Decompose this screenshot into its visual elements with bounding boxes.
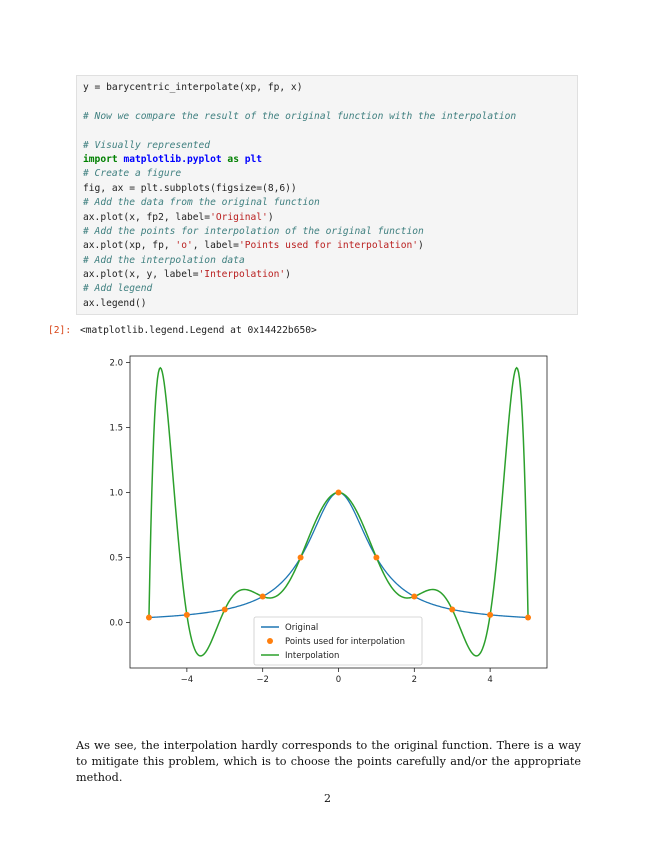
- y-tick-label: 0.5: [109, 553, 123, 564]
- interpolation-point: [260, 594, 266, 600]
- code-token: , label=: [192, 240, 239, 252]
- code-token: fig, ax = plt.subplots(figsize=(8,6)): [83, 182, 297, 194]
- code-line: [83, 254, 577, 268]
- interpolation-point: [146, 615, 152, 621]
- code-token: y = barycentric_interpolate(xp, fp, x): [83, 82, 303, 93]
- x-tick-label: −4: [180, 675, 194, 685]
- output-prompt: [2]:: [48, 325, 72, 336]
- y-tick-label: 1.0: [109, 488, 123, 499]
- code-line: [83, 268, 577, 282]
- original-line: [149, 493, 528, 618]
- legend-points-swatch: [267, 638, 273, 644]
- code-token: ax.plot(x, fp2, label=: [83, 211, 211, 223]
- code-line: [83, 211, 577, 225]
- interpolation-point: [184, 612, 190, 618]
- code-token: # Add the points for interpolation of the original function: [83, 225, 424, 237]
- code-line: [83, 124, 577, 138]
- interpolation-point: [298, 555, 304, 561]
- x-tick-label: −2: [256, 675, 269, 685]
- output-text: <matplotlib.legend.Legend at 0x14422b650>: [80, 325, 317, 336]
- code-token: # Now we compare the result of the original function with the interpolation: [83, 110, 517, 122]
- code-token: 'Interpolation': [198, 269, 286, 281]
- code-cell[interactable]: [76, 75, 578, 315]
- code-line: [83, 153, 577, 167]
- interpolation-point: [449, 607, 455, 613]
- page-number: 2: [324, 792, 331, 805]
- code-token: # Visually represented: [83, 139, 211, 151]
- code-token: matplotlib.pyplot: [123, 153, 222, 165]
- interpolation-point: [222, 607, 228, 613]
- interpolation-point: [373, 555, 379, 561]
- x-tick-label: 4: [487, 675, 493, 685]
- code-token: 'Original': [210, 211, 268, 223]
- code-line: [83, 239, 577, 253]
- code-token: ax.plot(x, y, label=: [83, 269, 199, 281]
- code-line: [83, 225, 577, 239]
- code-token: 'Points used for interpolation': [238, 240, 419, 252]
- body-paragraph: As we see, the interpolation hardly corresponds to the original function. There is a way to mitigate this problem, which is to choose the points carefully and/or the appropriate method.: [76, 739, 581, 784]
- interpolation-point: [525, 615, 531, 621]
- code-token: # Add the data from the original function: [83, 197, 320, 209]
- code-token: plt: [244, 153, 263, 165]
- y-tick-label: 1.5: [109, 423, 123, 434]
- code-token: ax.plot(xp, fp,: [83, 240, 176, 252]
- legend-points-label: Points used for interpolation: [285, 637, 406, 647]
- interpolation-chart: [90, 350, 560, 695]
- code-token: ): [267, 211, 274, 223]
- x-tick-label: 0: [335, 675, 342, 685]
- code-line: [83, 81, 577, 95]
- code-line: [83, 297, 577, 311]
- x-tick-label: 2: [411, 675, 418, 685]
- legend-original-label: Original: [285, 623, 319, 633]
- interpolation-point: [487, 612, 493, 618]
- code-line: [83, 196, 577, 210]
- code-token: # Add legend: [83, 283, 153, 295]
- code-token: as: [221, 153, 245, 165]
- interpolation-point: [411, 594, 417, 600]
- code-line: [83, 95, 577, 109]
- legend-interp-label: Interpolation: [285, 651, 340, 661]
- interpolation-point: [336, 490, 342, 496]
- code-token: # Create a figure: [83, 168, 182, 180]
- code-line: [83, 167, 577, 181]
- code-token: 'o': [175, 240, 193, 252]
- y-tick-label: 2.0: [109, 358, 123, 369]
- code-token: # Add the interpolation data: [83, 254, 245, 266]
- code-token: ): [418, 240, 424, 252]
- code-token: import: [83, 153, 124, 165]
- code-token: ): [285, 269, 291, 281]
- code-line: [83, 110, 577, 124]
- y-tick-label: 0.0: [109, 618, 123, 629]
- code-line: [83, 182, 577, 196]
- code-line: [83, 282, 577, 296]
- code-token: ax.legend(): [83, 297, 147, 309]
- code-line: [83, 139, 577, 153]
- chart-legend: [254, 617, 422, 665]
